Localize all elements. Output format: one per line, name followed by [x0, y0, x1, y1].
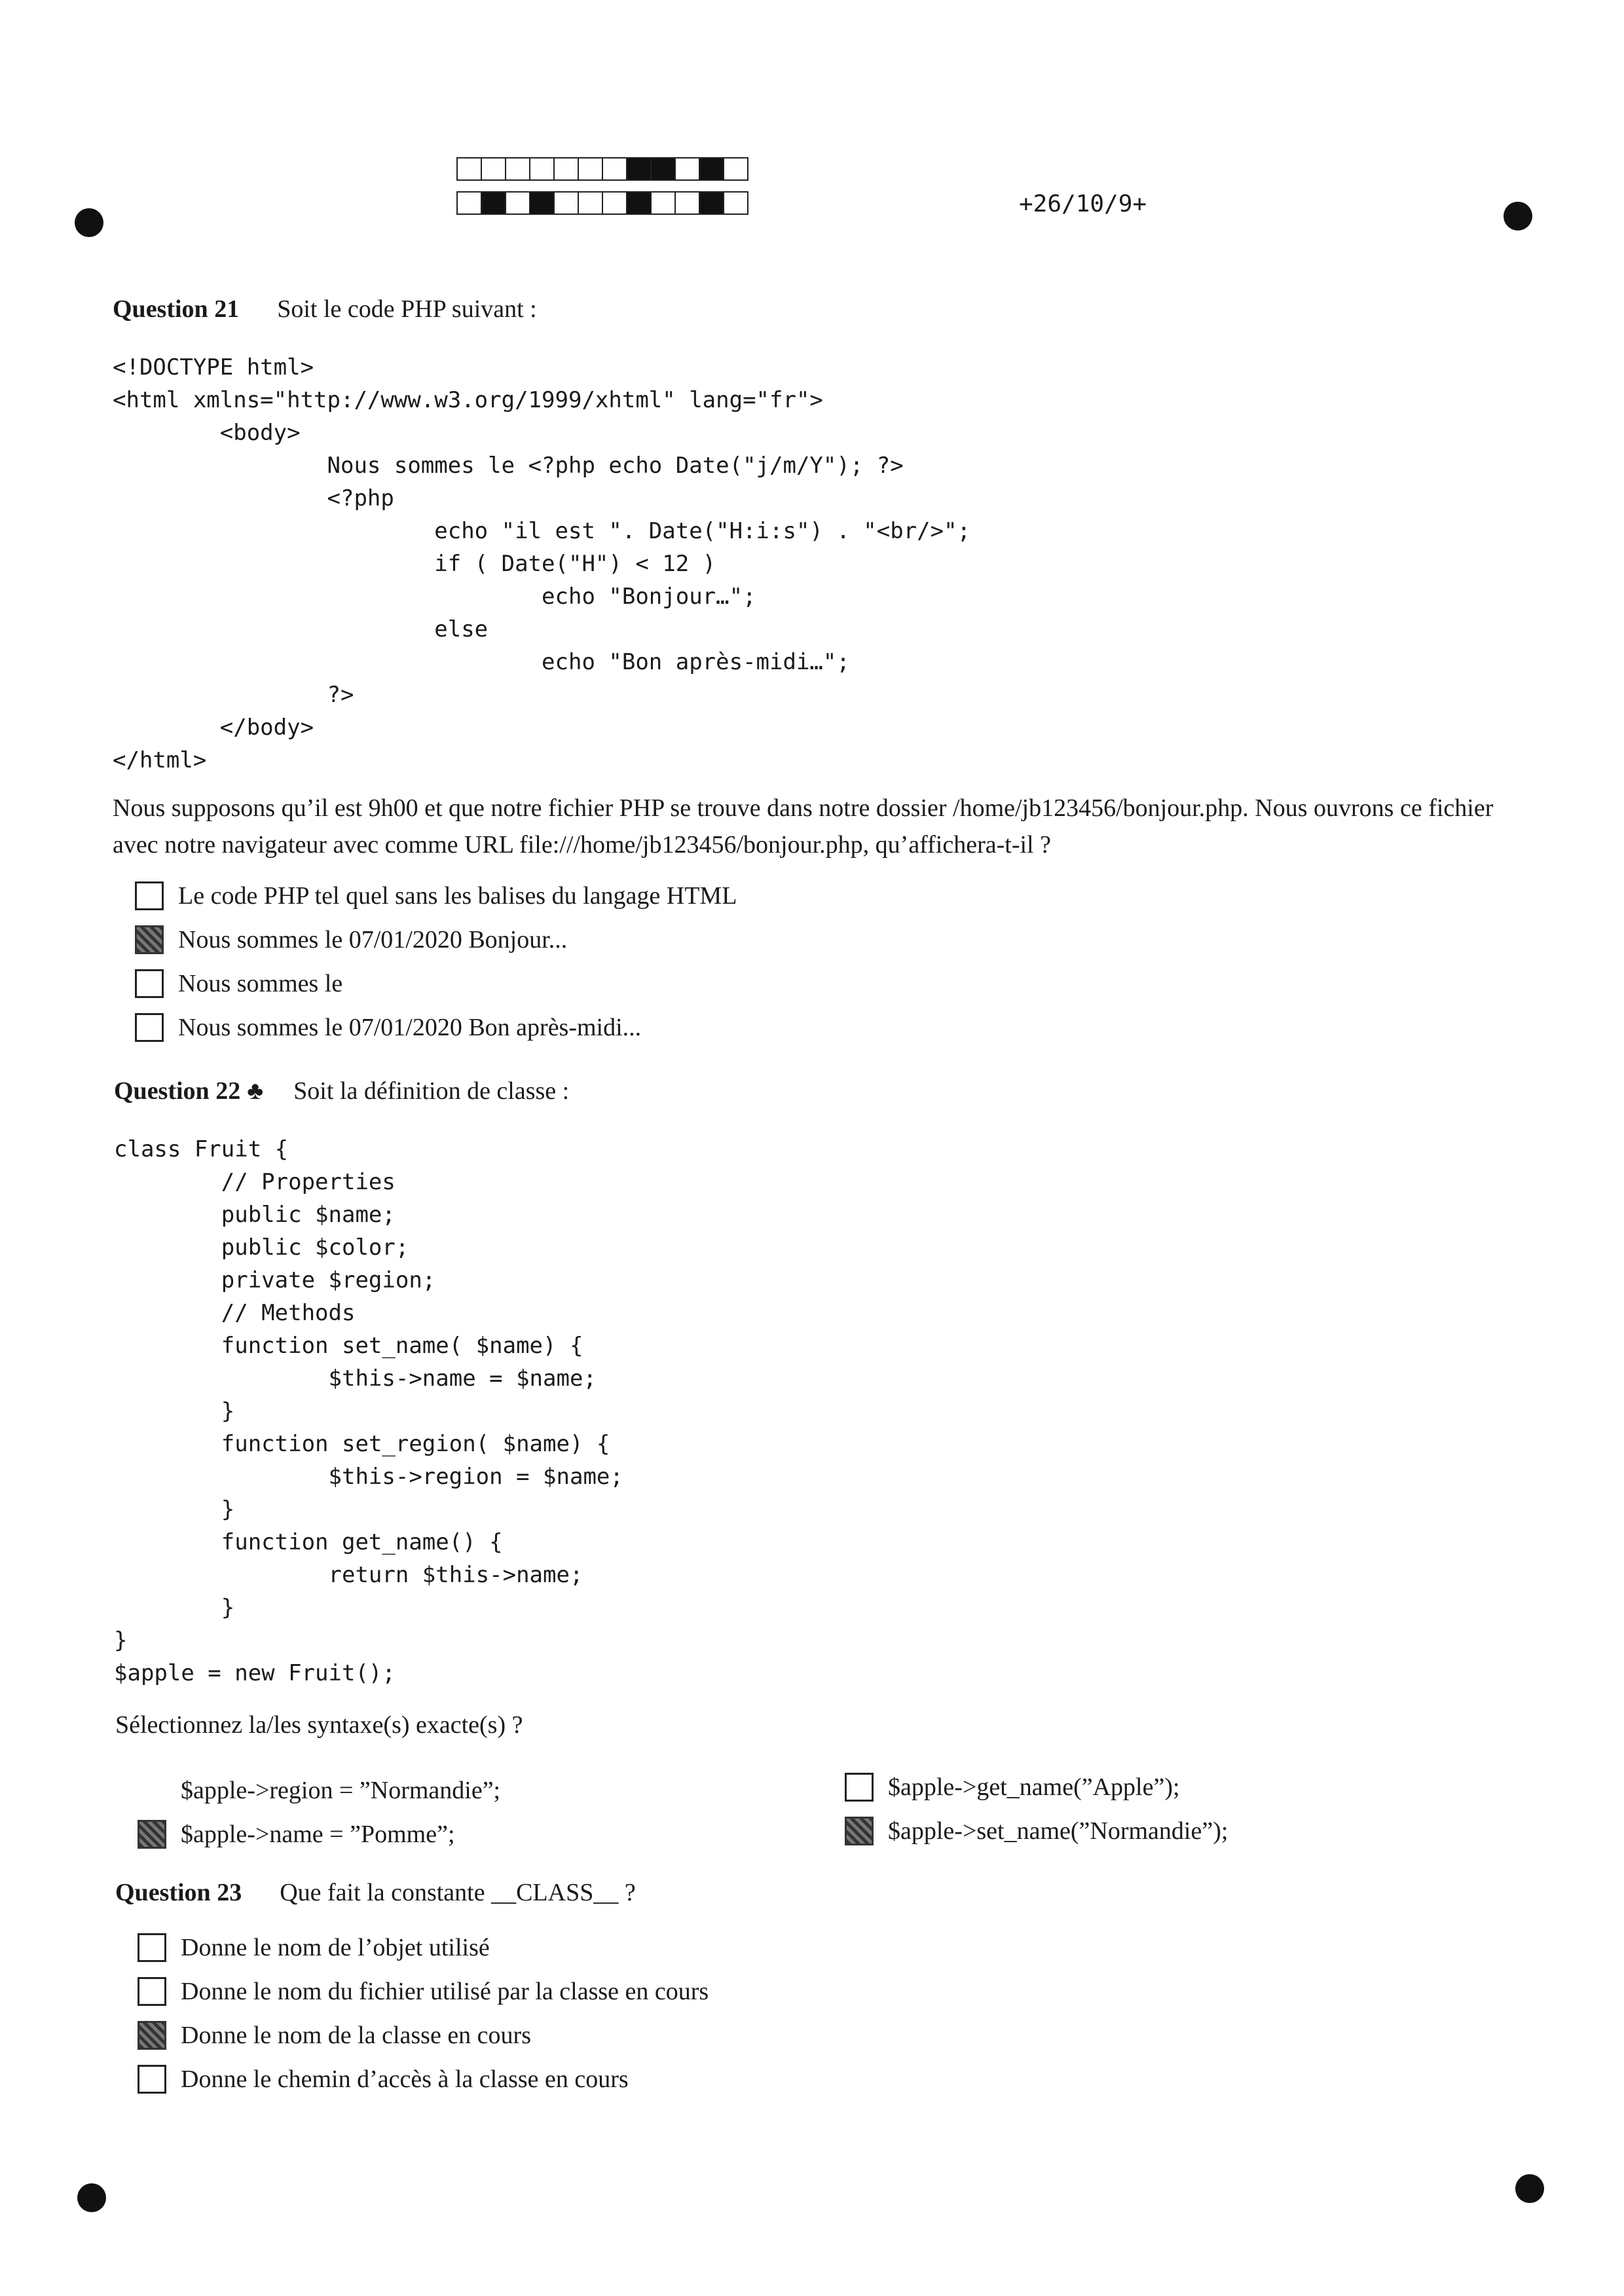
checkbox[interactable]: [135, 1013, 164, 1042]
q23-option-1[interactable]: [138, 1933, 490, 1962]
checkbox[interactable]: [138, 2021, 166, 2050]
option-label: Donne le nom de l’objet utilisé: [181, 1934, 490, 1961]
option-label: $apple->name = ”Pomme”;: [181, 1821, 455, 1848]
option-label: $apple->get_name(”Apple”);: [888, 1773, 1180, 1801]
barcode-cell: [481, 157, 506, 181]
barcode-cell: [578, 157, 603, 181]
barcode-cell: [456, 191, 482, 215]
barcode-cell: [602, 157, 627, 181]
q22-option-2[interactable]: [138, 1820, 455, 1849]
q21-option-2[interactable]: [135, 925, 567, 954]
page-barcode-row-2: [456, 191, 747, 215]
checkbox[interactable]: [845, 1773, 874, 1802]
checkbox[interactable]: [138, 1977, 166, 2006]
barcode-cell: [529, 157, 555, 181]
checkbox[interactable]: [845, 1817, 874, 1845]
question-number: Question 21: [113, 295, 240, 323]
question-23-header: [115, 1878, 636, 1907]
barcode-cell: [650, 157, 676, 181]
barcode-cell: [650, 191, 676, 215]
question-21-code: <!DOCTYPE html> <html xmlns="http://www.w3.org/1999/xhtml" lang="fr"> <body> Nous sommes le <?php echo Date("j/m/Y"); ?> <?php echo "il est ". Date("H:i:s") . "<br/>"; if ( Date("H") < 12 ) echo "Bonjour…"; else echo "Bon après-midi…"; ?> </body> </html>: [113, 354, 971, 773]
question-number: Question 22: [114, 1077, 241, 1105]
barcode-cell: [674, 191, 700, 215]
club-icon: ♣: [247, 1077, 264, 1105]
registration-mark-top-left: [75, 208, 103, 237]
q22-option-3[interactable]: [845, 1773, 1180, 1802]
barcode-cell: [505, 191, 530, 215]
barcode-cell: [529, 191, 555, 215]
barcode-cell: [481, 191, 506, 215]
question-22-code: class Fruit { // Properties public $name; public $color; private $region; // Methods function set_name( $name) { $this->name = $name; } function set_region( $name) { $this->region = $name; } function get_name() { return $this->name; } } $apple = new Fruit();: [114, 1136, 623, 1686]
question-21-text: Nous supposons qu’il est 9h00 et que notre fichier PHP se trouve dans notre dossier /home/jb123456/bonjour.php. Nous ouvrons ce fichier avec notre navigateur avec comme URL file:///home/jb123456/bonjour.php, qu’affichera-t-il ?: [113, 794, 1494, 859]
registration-mark-top-right: [1504, 202, 1532, 231]
barcode-cell: [699, 191, 724, 215]
barcode-cell: [578, 191, 603, 215]
checkbox[interactable]: [135, 881, 164, 910]
page-code: +26/10/9+: [1019, 191, 1147, 217]
registration-mark-bottom-left: [77, 2183, 106, 2212]
option-label: Le code PHP tel quel sans les balises du langage HTML: [178, 882, 737, 910]
option-label: $apple->region = ”Normandie”;: [181, 1777, 501, 1804]
q23-option-3[interactable]: [138, 2021, 531, 2050]
option-label: $apple->set_name(”Normandie”);: [888, 1817, 1228, 1845]
option-label: Donne le nom de la classe en cours: [181, 2022, 531, 2049]
question-22-header: [114, 1077, 569, 1105]
question-prompt: Soit la définition de classe :: [293, 1077, 570, 1105]
option-label: Donne le nom du fichier utilisé par la classe en cours: [181, 1978, 709, 2005]
barcode-cell: [723, 191, 748, 215]
question-prompt: Que fait la constante __CLASS__ ?: [280, 1879, 636, 1906]
question-number: Question 23: [115, 1879, 242, 1906]
barcode-cell: [456, 157, 482, 181]
q22-option-1[interactable]: [138, 1776, 500, 1805]
barcode-cell: [699, 157, 724, 181]
barcode-cell: [626, 157, 652, 181]
q21-option-1[interactable]: [135, 881, 737, 910]
checkbox[interactable]: [138, 2065, 166, 2094]
checkbox[interactable]: [135, 969, 164, 998]
q22-option-4[interactable]: [845, 1817, 1228, 1845]
option-label: Donne le chemin d’accès à la classe en cours: [181, 2065, 629, 2093]
option-label: Nous sommes le 07/01/2020 Bonjour...: [178, 926, 568, 954]
barcode-cell: [723, 157, 748, 181]
option-label: Nous sommes le: [178, 970, 343, 997]
checkbox[interactable]: [138, 1933, 166, 1962]
barcode-cell: [626, 191, 652, 215]
checkbox[interactable]: [135, 925, 164, 954]
checkbox[interactable]: [138, 1776, 166, 1805]
barcode-cell: [602, 191, 627, 215]
question-21-header: [113, 295, 537, 324]
q21-option-3[interactable]: [135, 969, 342, 998]
q23-option-2[interactable]: [138, 1977, 709, 2006]
option-label: Nous sommes le 07/01/2020 Bon après-midi...: [178, 1014, 642, 1041]
q21-option-4[interactable]: [135, 1013, 641, 1042]
checkbox[interactable]: [138, 1820, 166, 1849]
barcode-cell: [505, 157, 530, 181]
barcode-cell: [553, 157, 579, 181]
question-22-instruction: Sélectionnez la/les syntaxe(s) exacte(s) ?: [115, 1711, 523, 1739]
barcode-cell: [553, 191, 579, 215]
question-prompt: Soit le code PHP suivant :: [277, 295, 537, 323]
page-barcode-row-1: [456, 157, 747, 181]
barcode-cell: [674, 157, 700, 181]
q23-option-4[interactable]: [138, 2065, 629, 2094]
registration-mark-bottom-right: [1515, 2174, 1544, 2203]
